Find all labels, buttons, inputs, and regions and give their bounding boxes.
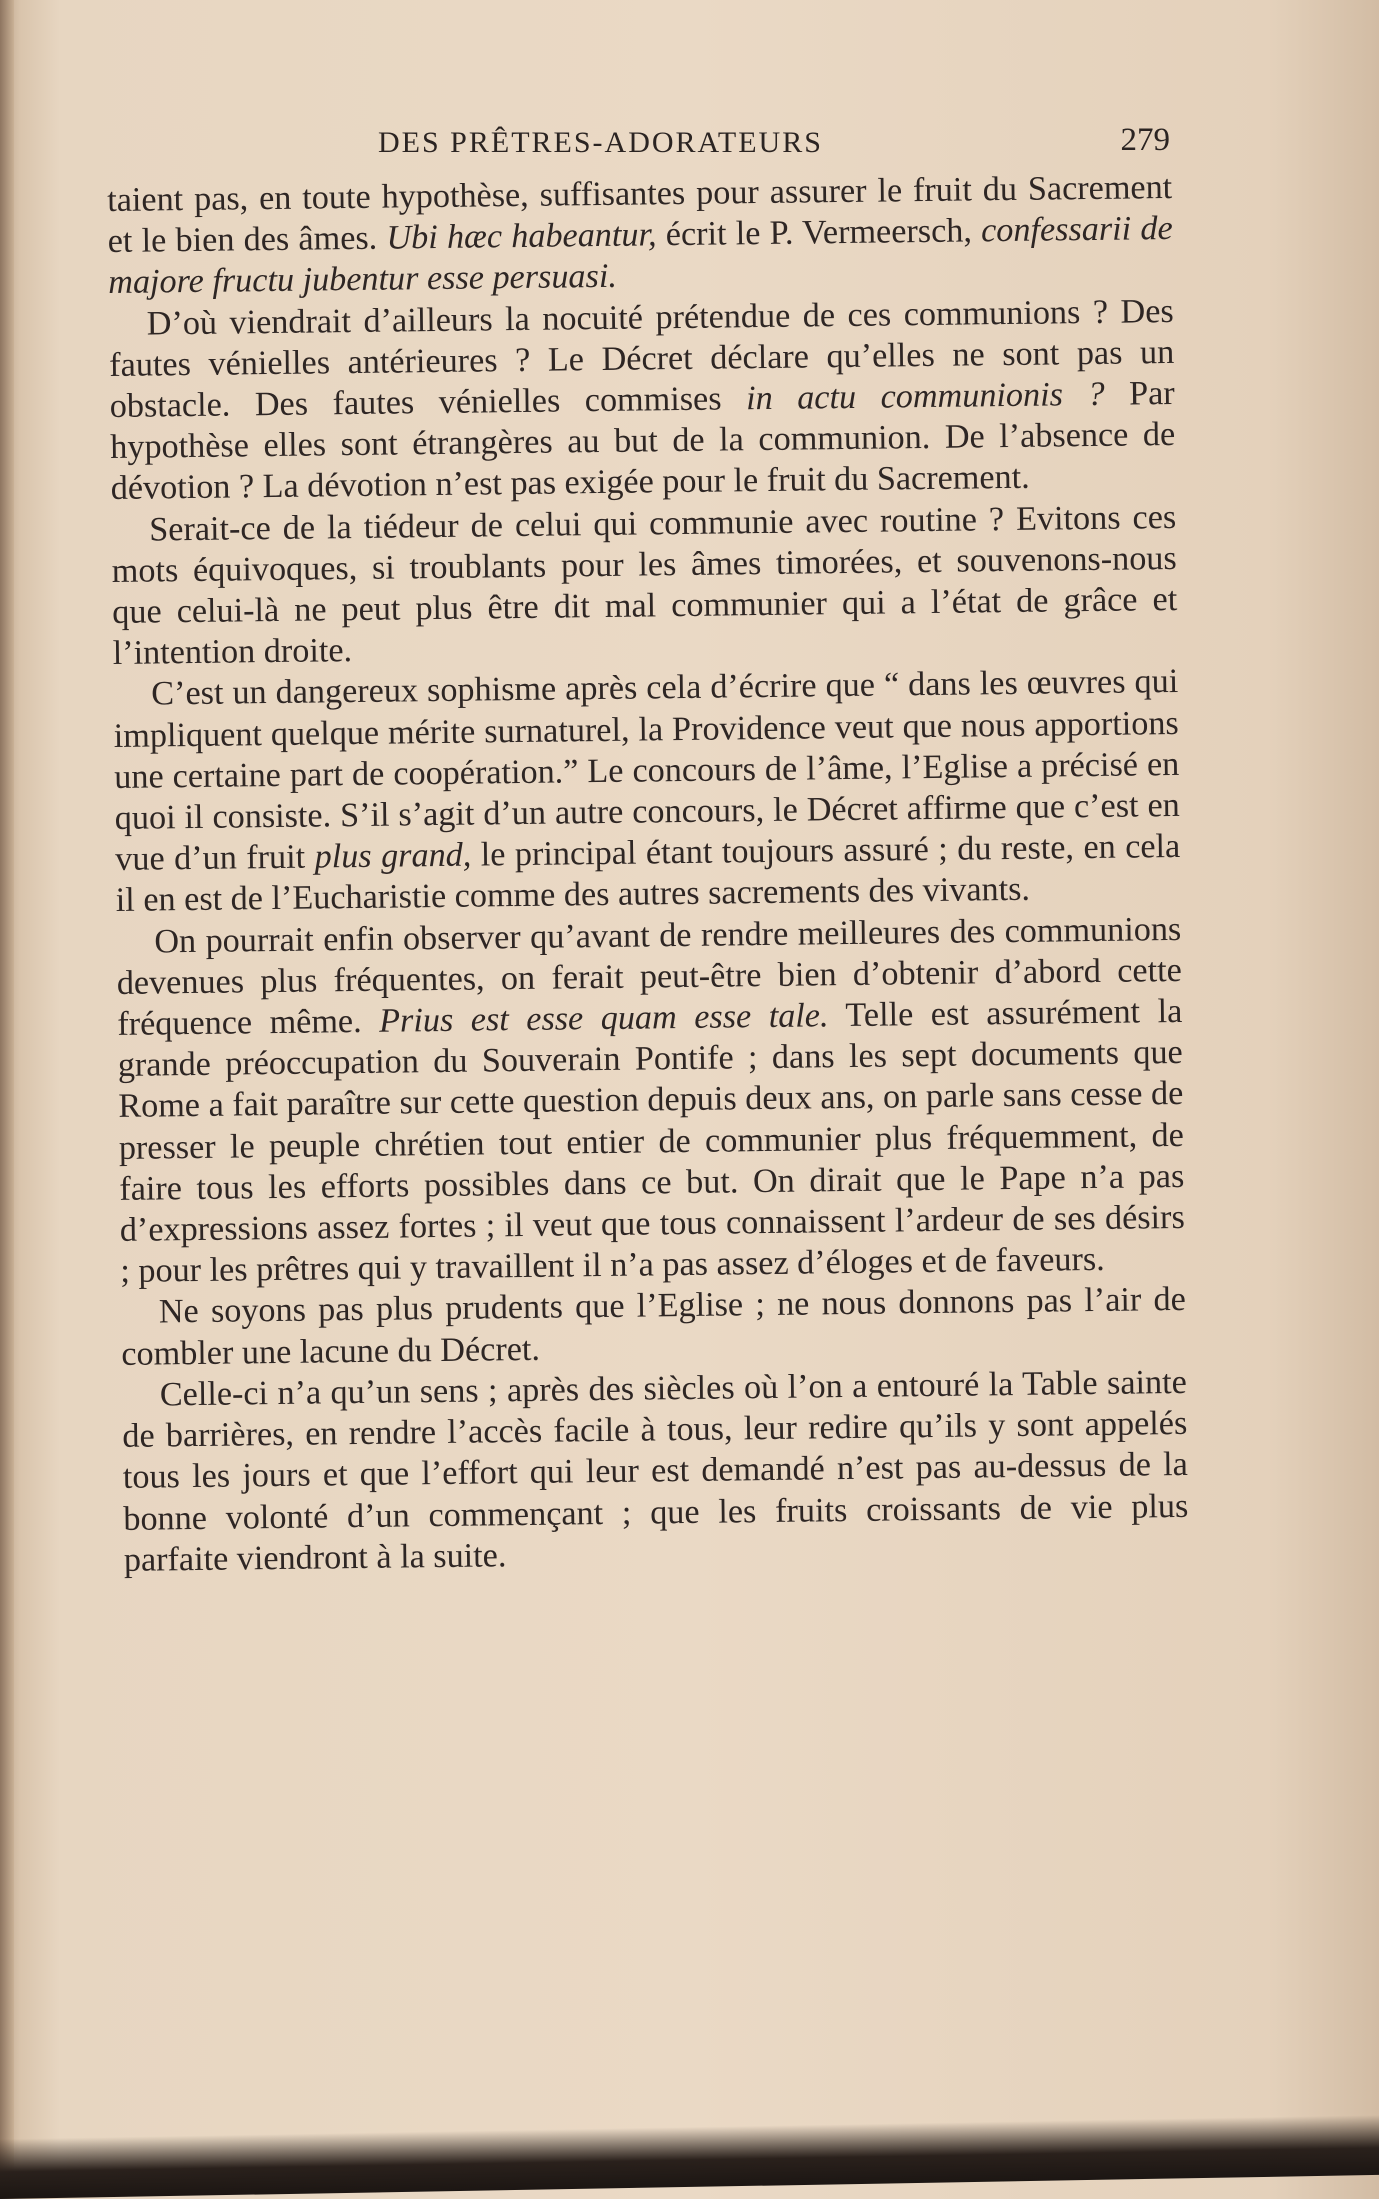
italic-text: Prius est esse quam esse tale. bbox=[378, 997, 829, 1040]
text-run: Ne soyons pas plus prudents que l’Eglise ; ne nous donnons pas l’air de combler une lacune du Décret. bbox=[121, 1281, 1186, 1373]
text-run: Telle est assurément la grande préoccupation du Souverain Pontife ; dans les sept documents que Rome a fait paraître sur cette question depuis deux ans, on parle sans cesse de presser le peuple chrétien tout entier de communier plus fréquemment, de faire tous les efforts possibles dans ce but. On dirait que le Pape n’a pas d’expressions assez fortes ; il veut que tous connaissent l’ardeur de ses désirs ; pour les prêtres qui y travaillent il n’a pas assez d’éloges et de faveurs. bbox=[117, 992, 1185, 1291]
running-head: DES PRÊTRES-ADORATEURS bbox=[378, 126, 823, 159]
paragraph bbox=[116, 909, 1185, 1293]
italic-text: in actu communionis ? bbox=[745, 375, 1105, 418]
italic-text: Ubi hæc habeantur, bbox=[386, 216, 657, 257]
text-run: Celle-ci n’a qu’un sens ; après des siècles où l’on a entouré la Table sainte de barrières, en rendre l’accès facile à tous, leur redire qu’ils y sont appelés tous les jours et que l’effort qui leur est demandé n’est pas au-dessus de la bonne volonté d’un commençant ; que les fruits croissants de vie plus parfaite viendront à la suite. bbox=[122, 1363, 1189, 1579]
italic-text: plus grand, bbox=[314, 836, 472, 876]
text-run: taient pas, en toute hypothèse, suffisantes pour assurer le fruit du Sacrement et le bien des âmes. bbox=[107, 168, 1173, 261]
page-bottom-edge bbox=[0, 2115, 1379, 2199]
text-run: écrit le P. Vermeersch, bbox=[656, 212, 982, 254]
text-run: On pourrait enfin observer qu’avant de rendre meilleures des communions devenues plus fréquentes, on ferait peut-être bien d’obtenir d’abord cette fréquence même. bbox=[116, 910, 1182, 1043]
page-header bbox=[110, 118, 1170, 168]
paragraph bbox=[121, 1279, 1187, 1374]
paragraph bbox=[109, 291, 1176, 510]
text-run: D’où viendrait d’ailleurs la nocuité prétendue de ces communions ? Des fautes vénielles antérieures ? Le Décret déclare qu’elles ne sont pas un obstacle. Des fautes vénielles commises bbox=[109, 292, 1175, 425]
text-run: C’est un dangereux sophisme après cela d’écrire que “ dans les œuvres qui impliquent quelque mérite surnaturel, la Providence veut que nous apportions une certaine part de coopération.” Le concours de l’âme, l’Eglise a précisé en quoi il consiste. S’il s’agit d’un autre concours, le Décret affirme que c’est en vue d’un fruit bbox=[113, 663, 1180, 879]
paragraph bbox=[113, 661, 1181, 921]
text-run: Par hypothèse elles sont étrangères au but de la communion. De l’absence de dévotion ? La dévotion n’est pas exigée pour le fruit du Sacrement. bbox=[110, 374, 1176, 508]
paragraph bbox=[107, 167, 1173, 304]
page-spine-shadow bbox=[0, 0, 14, 2199]
italic-text: confessarii de majore fructu jubentur esse persuasi. bbox=[108, 210, 1173, 302]
text-run: Serait-ce de la tiédeur de celui qui communie avec routine ? Evitons ces mots équivoques, si troublants pour les âmes timorées, et souvenons-nous que celui-là ne peut plus être dit mal communier qui a l’état de grâce et l’intention droite. bbox=[111, 498, 1178, 673]
paragraph bbox=[111, 497, 1178, 675]
text-run: le principal étant toujours assuré ; du reste, en cela il en est de l’Eucharistie comme des autres sacrements des vivants. bbox=[115, 828, 1181, 920]
body-text bbox=[107, 167, 1189, 1581]
paragraph bbox=[122, 1362, 1189, 1581]
page-number: 279 bbox=[1120, 122, 1170, 158]
